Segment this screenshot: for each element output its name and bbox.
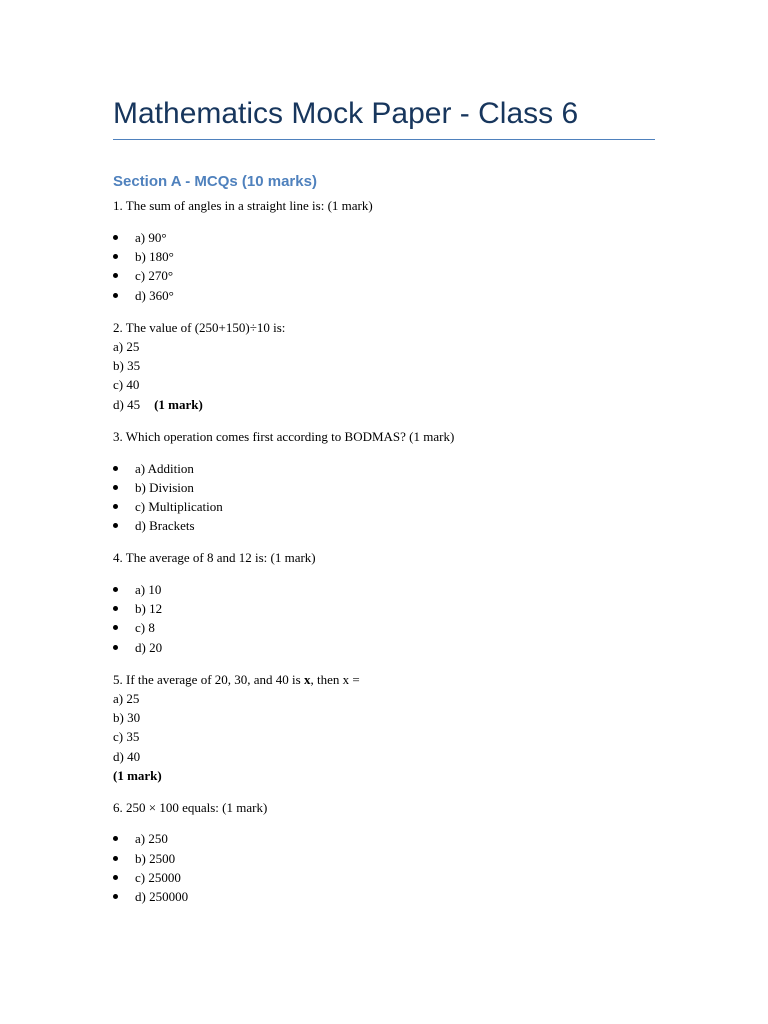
bullet-icon (113, 235, 118, 240)
bullet-icon (113, 645, 118, 650)
bullet-icon (113, 273, 118, 278)
bullet-icon (113, 875, 118, 880)
bullet-icon (113, 485, 118, 490)
option-label: a) 10 (135, 582, 162, 597)
bullet-icon (113, 606, 118, 611)
option-label: d) Brackets (135, 518, 195, 533)
bullet-icon (113, 836, 118, 841)
option-label: c) 270° (135, 268, 174, 283)
option-label: c) 8 (135, 620, 155, 635)
option-label: d) 20 (135, 640, 163, 655)
question-2-mark: (1 mark) (154, 397, 203, 412)
bullet-icon (113, 587, 118, 592)
bullet-icon (113, 504, 118, 509)
question-5-text-end: , then x = (310, 672, 360, 687)
option-label: b) 2500 (135, 851, 176, 866)
option-label: a) 250 (135, 831, 168, 846)
bullet-icon (113, 625, 118, 630)
option-label: b) Division (135, 480, 194, 495)
question-5-text: 5. If the average of 20, 30, and 40 is (113, 672, 304, 687)
question-5 (113, 670, 360, 689)
question-5-mark-row (113, 766, 162, 785)
option-label: b) 12 (135, 601, 163, 616)
document-title: Mathematics Mock Paper - Class 6 (113, 97, 579, 130)
question-2: 2. The value of (250+150)÷10 is: (113, 320, 286, 335)
bullet-icon (113, 523, 118, 528)
option-label: d) 360° (135, 288, 174, 303)
question-2-option-b: b) 35 (113, 358, 141, 373)
question-4: 4. The average of 8 and 12 is: (1 mark) (113, 550, 316, 565)
question-2-option-a: a) 25 (113, 339, 140, 354)
question-2-option-d: d) 45 (113, 397, 141, 412)
question-5-mark: (1 mark) (113, 768, 162, 783)
question-5-option-b: b) 30 (113, 710, 141, 725)
question-5-option-d: d) 40 (113, 749, 141, 764)
question-1: 1. The sum of angles in a straight line is: (1 mark) (113, 198, 373, 213)
option-label: a) Addition (135, 461, 194, 476)
option-label: d) 250000 (135, 889, 189, 904)
question-2-option-c: c) 40 (113, 377, 140, 392)
option-label: a) 90° (135, 230, 167, 245)
section-heading: Section A - MCQs (10 marks) (113, 173, 317, 190)
title-underline (113, 139, 655, 140)
question-5-option-c: c) 35 (113, 729, 140, 744)
question-2-option-d-row (113, 395, 203, 414)
bullet-icon (113, 466, 118, 471)
bullet-icon (113, 856, 118, 861)
option-label: b) 180° (135, 249, 174, 264)
option-label: c) Multiplication (135, 499, 223, 514)
question-3: 3. Which operation comes first according to BODMAS? (1 mark) (113, 429, 455, 444)
question-5-option-a: a) 25 (113, 691, 140, 706)
bullet-icon (113, 894, 118, 899)
option-label: c) 25000 (135, 870, 181, 885)
question-6: 6. 250 × 100 equals: (1 mark) (113, 800, 268, 815)
bullet-icon (113, 254, 118, 259)
question-5-variable: x (303, 672, 311, 687)
bullet-icon (113, 293, 118, 298)
